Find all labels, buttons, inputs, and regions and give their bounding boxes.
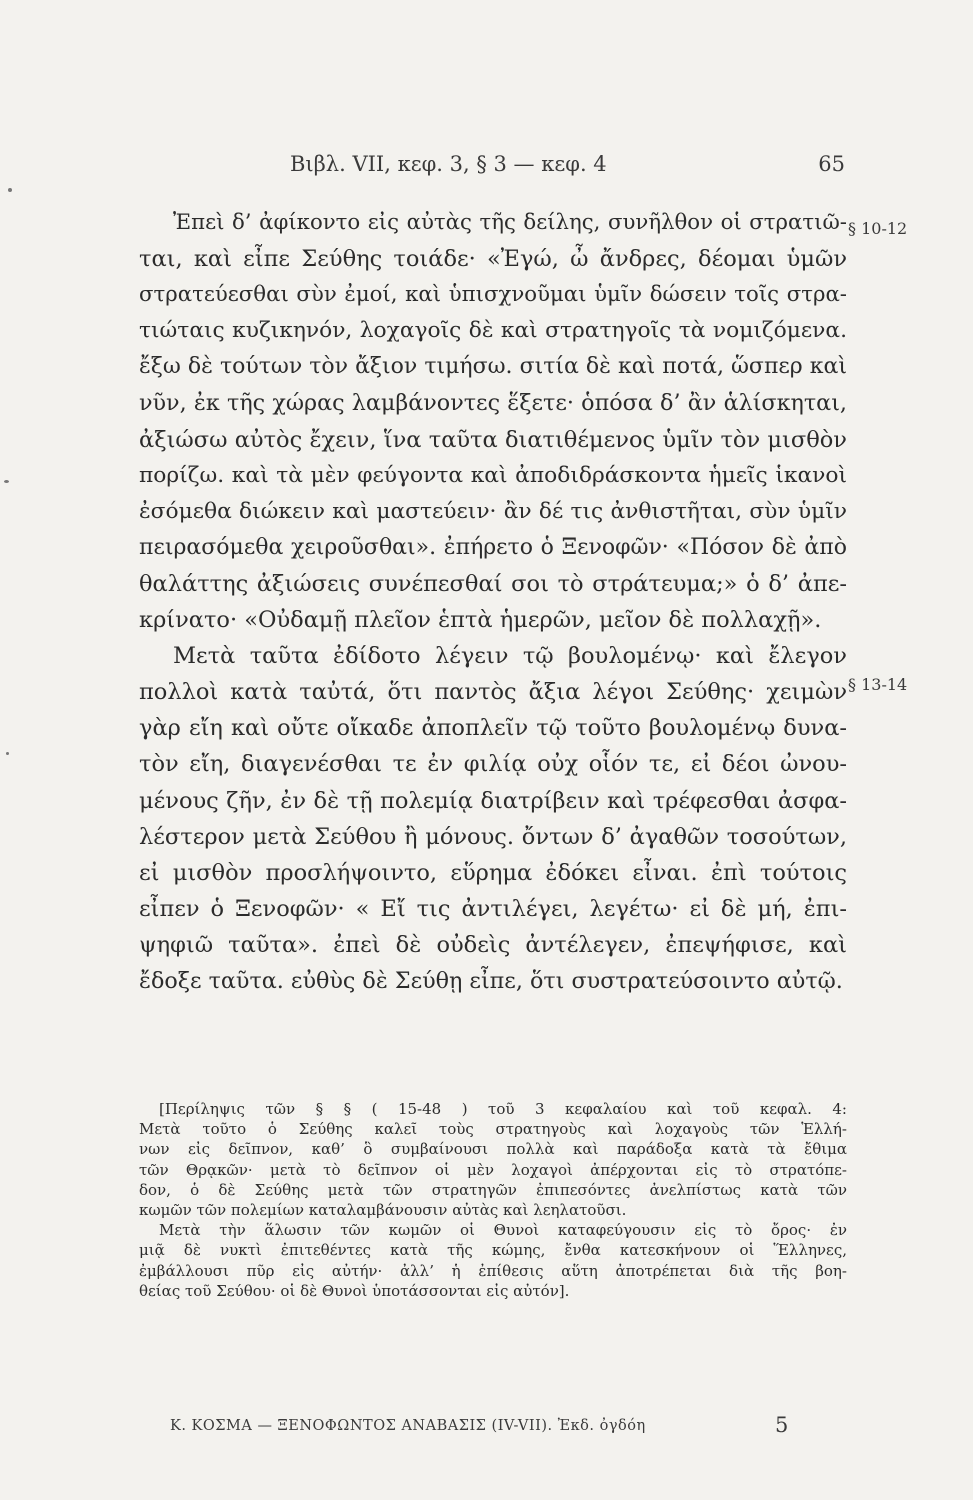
summary-block — [139, 1099, 847, 1301]
summary-line: δον, ὁ δὲ Σεύθης μετὰ τῶν στρατηγῶν ἐπιπεσόντες ἀνελπίστως κατὰ τῶν — [139, 1180, 847, 1199]
summary-line: μιᾷ δὲ νυκτὶ ἐπιτεθέντες κατὰ τῆς κώμης, ἔνθα κατεσκήνουν οἱ Ἕλληνες, — [139, 1241, 847, 1260]
text-line: ἐσόμεθα διώκειν καὶ μαστεύειν· ἂν δέ τις ἀνθιστῆται, σὺν ὑμῖν — [139, 498, 847, 524]
sheet-number: 5 — [775, 1413, 789, 1437]
text-line: πολλοὶ κατὰ ταὐτά, ὅτι παντὸς ἄξια λέγοι Σεύθης· χειμὼν — [139, 679, 847, 706]
text-line: ἀξιώσω αὐτὸς ἔχειν, ἵνα ταῦτα διατιθέμενος ὑμῖν τὸν μισθὸν — [139, 426, 847, 453]
text-line: ἔξω δὲ τούτων τὸν ἄξιον τιμήσω. σιτία δὲ καὶ ποτά, ὥσπερ καὶ — [139, 354, 847, 380]
margin-note-10-12: § 10-12 — [848, 219, 908, 238]
summary-line: θείας τοῦ Σεύθου· οἱ δὲ Θυνοὶ ὑποτάσσονται εἰς αὐτόν]. — [139, 1281, 570, 1300]
margin-note-13-14: § 13-14 — [848, 675, 908, 694]
text-line: τὸν εἴη, διαγενέσθαι τε ἐν φιλίᾳ οὐχ οἷόν τε, εἰ δέοι ὠνου- — [139, 751, 847, 778]
summary-line: κωμῶν τῶν πολεμίων καταλαμβάνουσιν αὐτὰς καὶ λεηλατοῦσι. — [139, 1200, 627, 1219]
scan-speck — [4, 480, 9, 483]
text-line: γὰρ εἴη καὶ οὔτε οἴκαδε ἀποπλεῖν τῷ τοῦτο βουλομένῳ δυνα- — [139, 715, 847, 742]
text-line: Μετὰ ταῦτα ἐδίδοτο λέγειν τῷ βουλομένῳ· καὶ ἔλεγον — [173, 643, 847, 670]
text-line: πορίζω. καὶ τὰ μὲν φεύγοντα καὶ ἀποδιδράσκοντα ἡμεῖς ἱκανοὶ — [139, 462, 847, 488]
text-line: ψηφιῶ ταῦτα». ἐπεὶ δὲ οὐδεὶς ἀντέλεγεν, ἐπεψήφισε, καὶ — [139, 931, 847, 958]
text-line: εἰ μισθὸν προσλήψοιντο, εὕρημα ἐδόκει εἶναι. ἐπὶ τούτοις — [139, 859, 847, 886]
summary-line: τῶν Θρᾳκῶν· μετὰ τὸ δεῖπνον οἱ μὲν λοχαγοὶ ἀπέρχονται εἰς τὸ στρατόπε- — [139, 1160, 847, 1179]
text-line: στρατεύεσθαι σὺν ἐμοί, καὶ ὑπισχνοῦμαι ὑμῖν δώσειν τοῖς στρα- — [139, 282, 847, 308]
page-number: 65 — [818, 152, 845, 176]
text-line: Ἐπεὶ δ’ ἀφίκοντο εἰς αὐτὰς τῆς δείλης, συνῆλθον οἱ στρατιῶ- — [173, 210, 847, 235]
text-line: πειρασόμεθα χειροῦσθαι». ἐπήρετο ὁ Ξενοφῶν· «Πόσον δὲ ἀπὸ — [139, 534, 847, 560]
summary-line: Μετὰ τοῦτο ὁ Σεύθης καλεῖ τοὺς στρατηγοὺς καὶ λοχαγοὺς τῶν Ἑλλή- — [139, 1120, 847, 1139]
signature-line: Κ. ΚΟΣΜΑ — ΞΕΝΟΦΩΝΤΟΣ ΑΝΑΒΑΣΙΣ (IV-VII). Ἐκδ. ὀγδόη — [170, 1418, 646, 1434]
scan-speck — [8, 188, 12, 192]
summary-line: νων εἰς δεῖπνον, καθ’ ὃ συμβαίνουσι πολλὰ καὶ παράδοξα κατὰ τὰ ἔθιμα — [139, 1140, 847, 1159]
text-line: κρίνατο· «Οὐδαμῇ πλεῖον ἑπτὰ ἡμερῶν, μεῖον δὲ πολλαχῇ». — [139, 607, 822, 634]
summary-line: [Περίληψις τῶν § § ( 15-48 ) τοῦ 3 κεφαλαίου καὶ τοῦ κεφαλ. 4: — [159, 1100, 847, 1118]
text-line: ται, καὶ εἶπε Σεύθης τοιάδε· «Ἐγώ, ὦ ἄνδρες, δέομαι ὑμῶν — [139, 246, 847, 273]
text-line: μένους ζῆν, ἐν δὲ τῇ πολεμίᾳ διατρίβειν καὶ τρέφεσθαι ἀσφα- — [139, 787, 847, 814]
scan-speck — [6, 752, 9, 755]
text-line: θαλάττης ἀξιώσεις συνέπεσθαί σοι τὸ στράτευμα;» ὁ δ’ ἀπε- — [139, 570, 847, 597]
running-title: Βιβλ. VII, κεφ. 3, § 3 — κεφ. 4 — [290, 152, 607, 176]
summary-line: Μετὰ τὴν ἅλωσιν τῶν κωμῶν οἱ Θυνοὶ καταφεύγουσιν εἰς τὸ ὄρος· ἐν — [159, 1221, 847, 1240]
text-line: νῦν, ἐκ τῆς χώρας λαμβάνοντες ἕξετε· ὁπόσα δ’ ἂν ἁλίσκηται, — [139, 390, 847, 417]
text-line: τιώταις κυζικηνόν, λοχαγοῖς δὲ καὶ στρατηγοῖς τὰ νομιζόμενα. — [139, 318, 847, 344]
summary-line: ἐμβάλλουσι πῦρ εἰς αὐτήν· ἀλλ’ ἡ ἐπίθεσις αὕτη ἀποτρέπεται διὰ τῆς βοη- — [139, 1261, 847, 1280]
text-line: λέστερον μετὰ Σεύθου ἢ μόνους. ὄντων δ’ ἀγαθῶν τοσούτων, — [139, 823, 847, 850]
text-line: ἔδοξε ταῦτα. εὐθὺς δὲ Σεύθῃ εἶπε, ὅτι συστρατεύσοιντο αὐτῷ. — [139, 967, 843, 994]
main-text — [139, 205, 847, 999]
text-line: εἶπεν ὁ Ξενοφῶν· « Εἴ τις ἀντιλέγει, λεγέτω· εἰ δὲ μή, ἐπι- — [139, 895, 847, 922]
